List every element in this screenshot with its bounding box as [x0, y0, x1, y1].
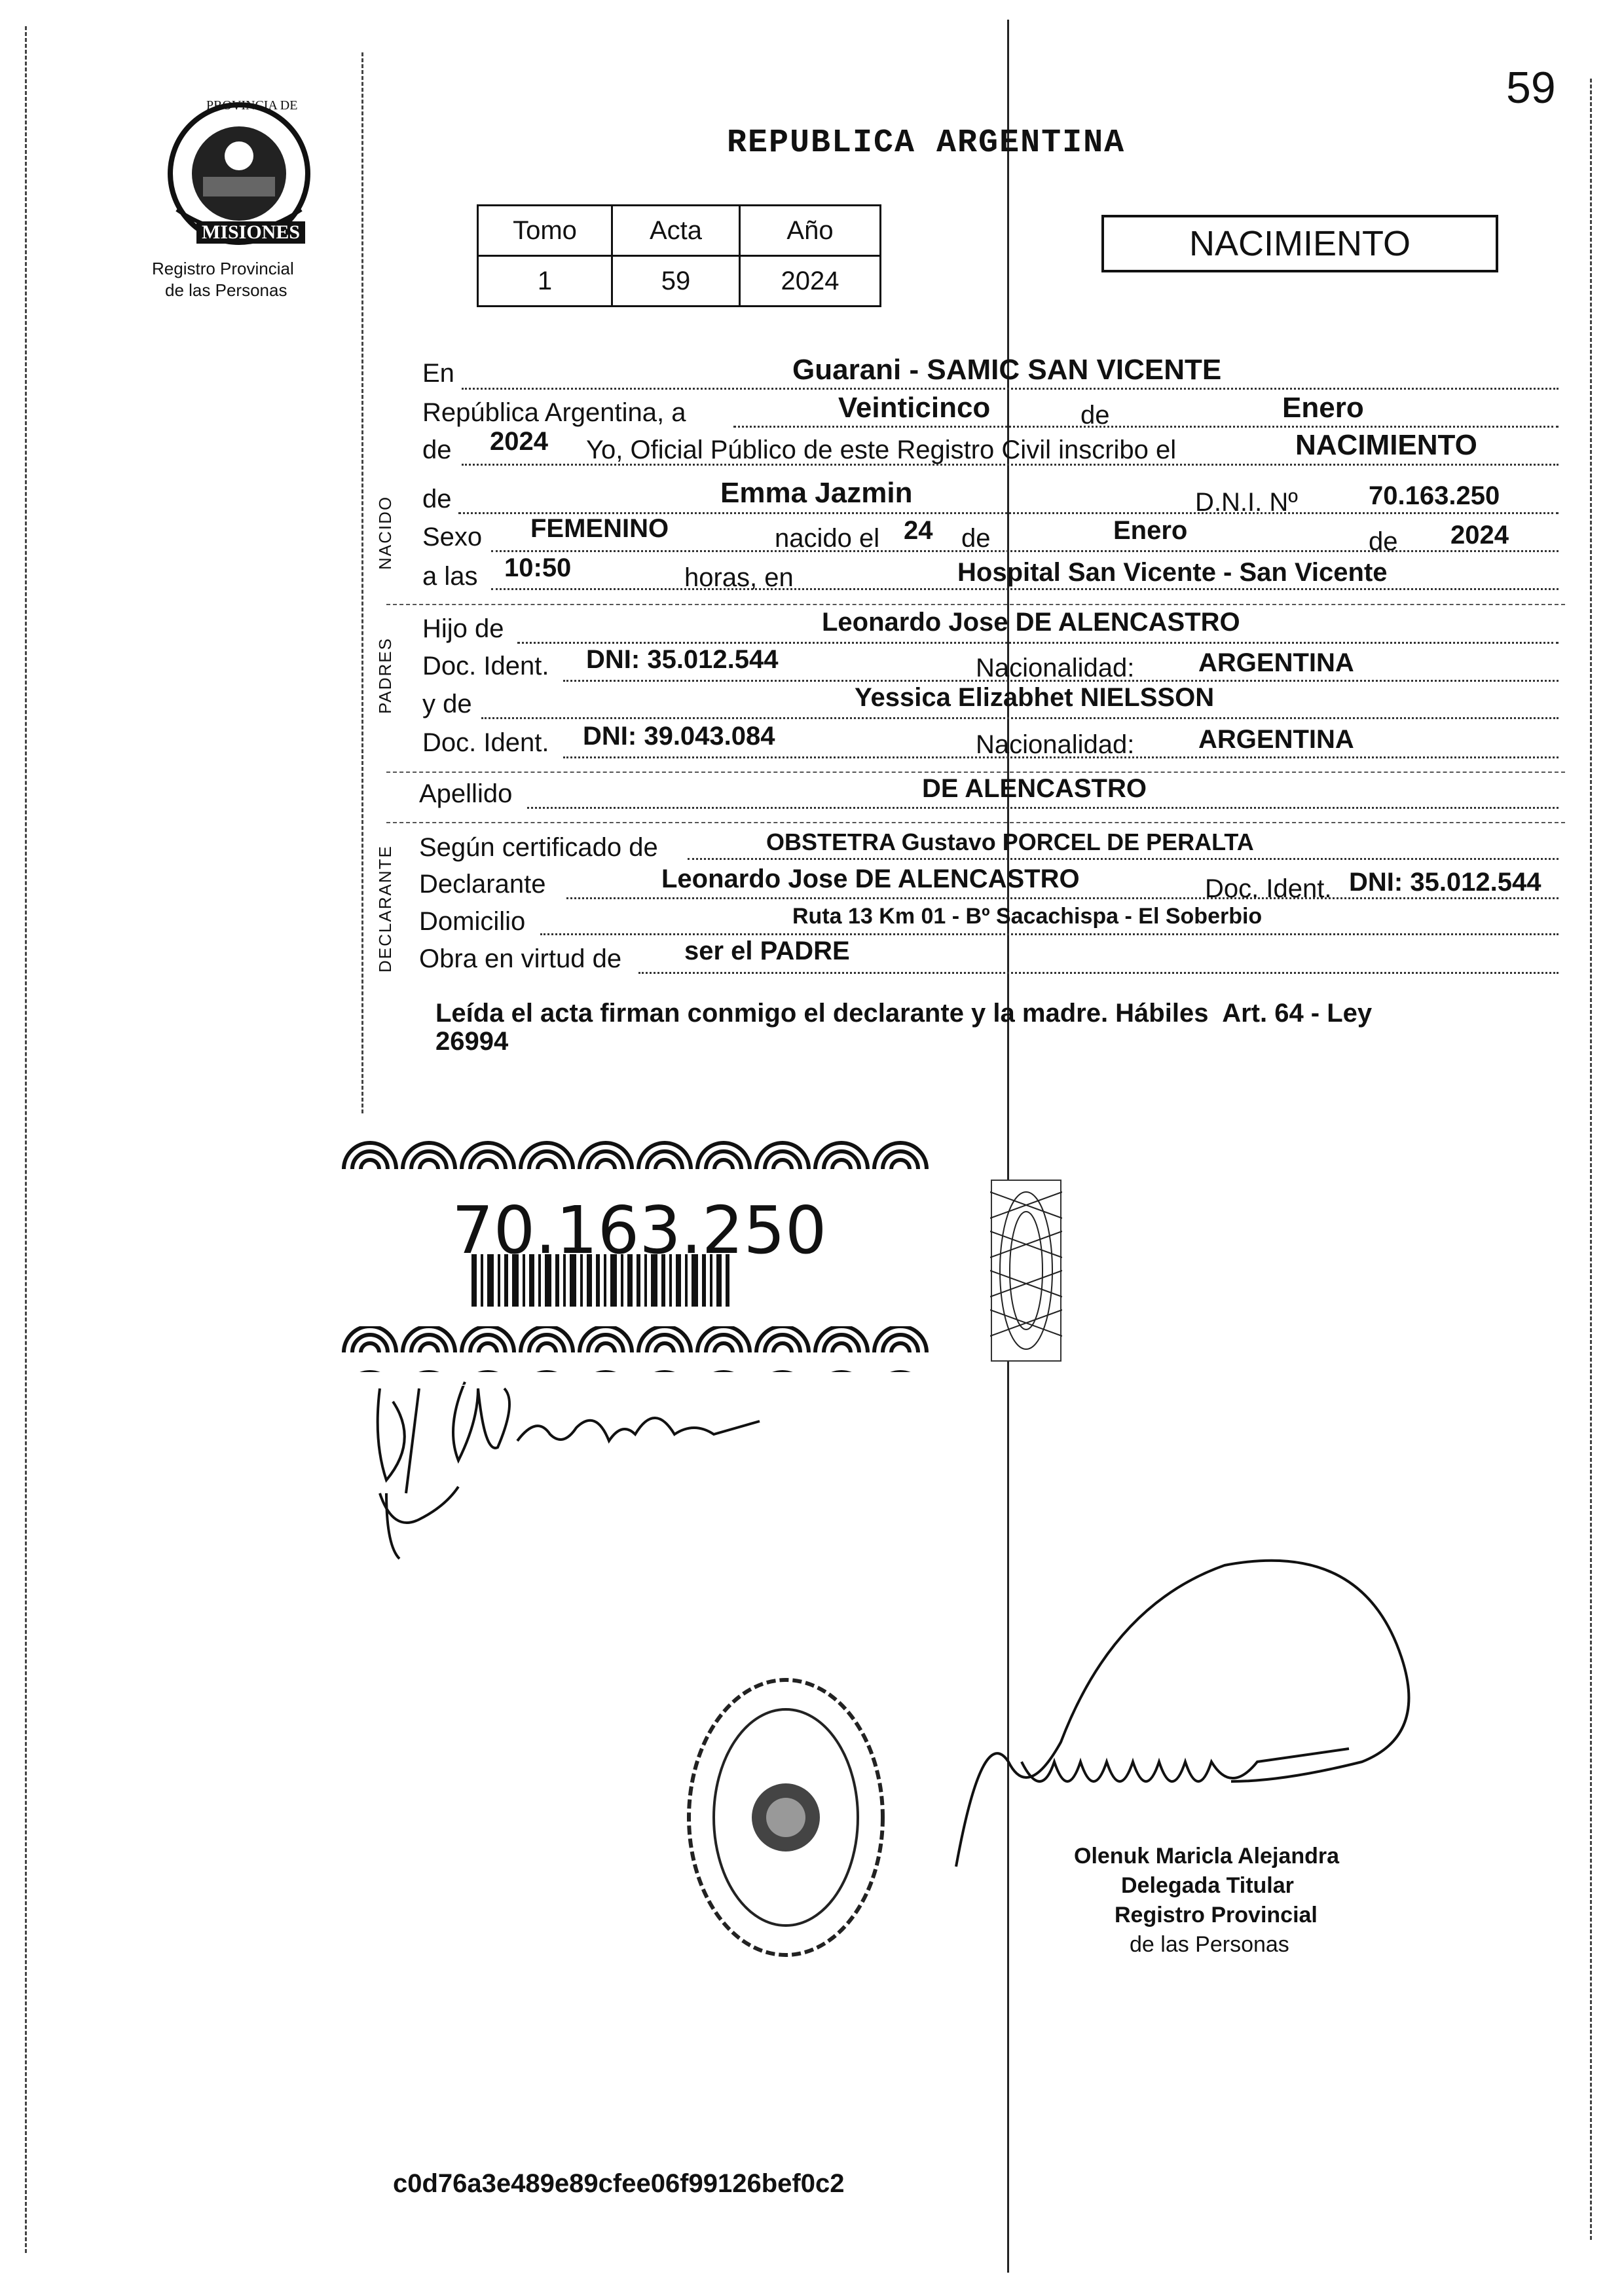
yde-label: y de	[422, 690, 472, 718]
nacido-el-label: nacido el	[775, 524, 880, 553]
logo-text-top: PROVINCIA DE	[206, 98, 298, 113]
closing-line-1: Leída el acta firman conmigo el declarante y la madre. Hábiles Art. 64 - Ley	[435, 999, 1373, 1028]
cert-value: OBSTETRA Gustavo PORCEL DE PERALTA	[766, 828, 1254, 855]
dni-value: 70.163.250	[1369, 481, 1500, 510]
dni-label: D.N.I. Nº	[1195, 488, 1298, 517]
place-value: Guarani - SAMIC SAN VICENTE	[792, 354, 1222, 386]
barcode-number: 70.163.250	[452, 1192, 827, 1269]
en-label: En	[422, 359, 454, 388]
margin-line-inner	[361, 52, 363, 1113]
dotted-line	[733, 426, 1559, 428]
official-signature	[943, 1526, 1480, 1880]
sexo-label: Sexo	[422, 523, 483, 551]
birth-de-label: de	[961, 524, 991, 553]
yo-label: Yo, Oficial Público de este Registro Civil inscribo el	[586, 436, 1177, 464]
decl-doc-label: Doc. Ident.	[1205, 874, 1332, 903]
official-name-line2: Delegada Titular	[1121, 1873, 1294, 1898]
dotted-line	[481, 717, 1559, 719]
apellido-label: Apellido	[419, 779, 513, 808]
declarant-signature	[367, 1362, 773, 1572]
time-value: 10:50	[504, 553, 572, 582]
section-divider	[386, 822, 1565, 823]
closing-line-2: 26994	[435, 1027, 509, 1056]
official-stamp	[681, 1670, 891, 1965]
table-header-anio: Año	[740, 206, 881, 256]
page-number: 59	[1506, 63, 1556, 113]
nac1-value: ARGENTINA	[1198, 648, 1354, 677]
dotted-line	[527, 807, 1559, 809]
republica-label: República Argentina, a	[422, 398, 686, 427]
doc-type-label: NACIMIENTO	[1189, 224, 1411, 263]
official-name-line1: Olenuk Maricla Alejandra	[1074, 1844, 1339, 1869]
nac2-value: ARGENTINA	[1198, 725, 1354, 754]
dom-label: Domicilio	[419, 907, 526, 936]
document-hash: c0d76a3e489e89cfee06f99126bef0c2	[393, 2169, 845, 2198]
act-value: NACIMIENTO	[1295, 429, 1477, 461]
year-value: 2024	[490, 427, 548, 456]
mother-value: Yessica Elizabhet NIELSSON	[855, 683, 1215, 712]
decl-doc-value: DNI: 35.012.544	[1349, 868, 1541, 897]
month-value: Enero	[1282, 392, 1364, 424]
obra-value: ser el PADRE	[684, 937, 850, 965]
section-label-declarante: DECLARANTE	[375, 845, 395, 973]
org-name-line2: de las Personas	[165, 280, 287, 300]
margin-line-left	[25, 26, 27, 2253]
dotted-line	[566, 897, 1559, 899]
table-header-acta: Acta	[612, 206, 740, 256]
decl-value: Leonardo Jose DE ALENCASTRO	[661, 865, 1080, 893]
official-name-line4: de las Personas	[1130, 1932, 1289, 1957]
dotted-line	[517, 642, 1559, 644]
dotted-line	[491, 550, 1559, 552]
de-label: de	[1080, 401, 1110, 430]
doc1-label: Doc. Ident.	[422, 652, 549, 680]
obra-label: Obra en virtud de	[419, 944, 622, 973]
birth-de2-label: de	[1369, 527, 1398, 556]
hijo-label: Hijo de	[422, 614, 504, 643]
nacido-de-label: de	[422, 485, 452, 513]
day-value: Veinticinco	[838, 392, 991, 424]
doc2-label: Doc. Ident.	[422, 728, 549, 757]
dotted-line	[540, 933, 1559, 935]
birth-place-value: Hospital San Vicente - San Vicente	[957, 558, 1388, 587]
sexo-value: FEMENINO	[530, 514, 669, 543]
dotted-line	[638, 972, 1559, 974]
birth-year-value: 2024	[1450, 521, 1509, 549]
official-name-line3: Registro Provincial	[1115, 1903, 1318, 1927]
table-value-anio: 2024	[740, 256, 881, 307]
section-label-padres: PADRES	[375, 637, 395, 714]
record-table	[477, 204, 881, 307]
birth-month-value: Enero	[1113, 516, 1188, 545]
decl-label: Declarante	[419, 870, 546, 899]
country-title: REPUBLICA ARGENTINA	[727, 124, 1126, 162]
dotted-line	[688, 858, 1559, 860]
alas-label: a las	[422, 562, 478, 591]
apellido-value: DE ALENCASTRO	[922, 774, 1147, 803]
nac1-label: Nacionalidad:	[976, 654, 1135, 682]
doc2-value: DNI: 39.043.084	[583, 722, 775, 751]
org-name-line1: Registro Provincial	[152, 259, 294, 278]
father-value: Leonardo Jose DE ALENCASTRO	[822, 608, 1240, 637]
table-value-tomo: 1	[478, 256, 612, 307]
birth-day-value: 24	[904, 516, 933, 545]
child-name-value: Emma Jazmin	[720, 477, 913, 509]
dotted-line	[462, 464, 1559, 466]
horas-label: horas, en	[684, 563, 794, 592]
dotted-line	[462, 388, 1559, 390]
dotted-line	[491, 588, 1559, 590]
section-label-nacido: NACIDO	[375, 495, 395, 570]
doc1-value: DNI: 35.012.544	[586, 645, 779, 674]
section-divider	[386, 772, 1565, 773]
nac2-label: Nacionalidad:	[976, 730, 1135, 759]
margin-line-right	[1590, 79, 1592, 2240]
cert-label: Según certificado de	[419, 833, 658, 862]
security-hologram	[990, 1179, 1062, 1362]
signature-text: DJ Alencastro	[458, 1369, 586, 1390]
section-divider	[386, 604, 1565, 605]
dom-value: Ruta 13 Km 01 - Bº Sacachispa - El Soberbio	[792, 904, 1263, 929]
table-header-tomo: Tomo	[478, 206, 612, 256]
de2-label: de	[422, 436, 452, 464]
logo-text-bottom: MISIONES	[196, 221, 305, 244]
table-value-acta: 59	[612, 256, 740, 307]
doc-type-box	[1101, 215, 1498, 272]
